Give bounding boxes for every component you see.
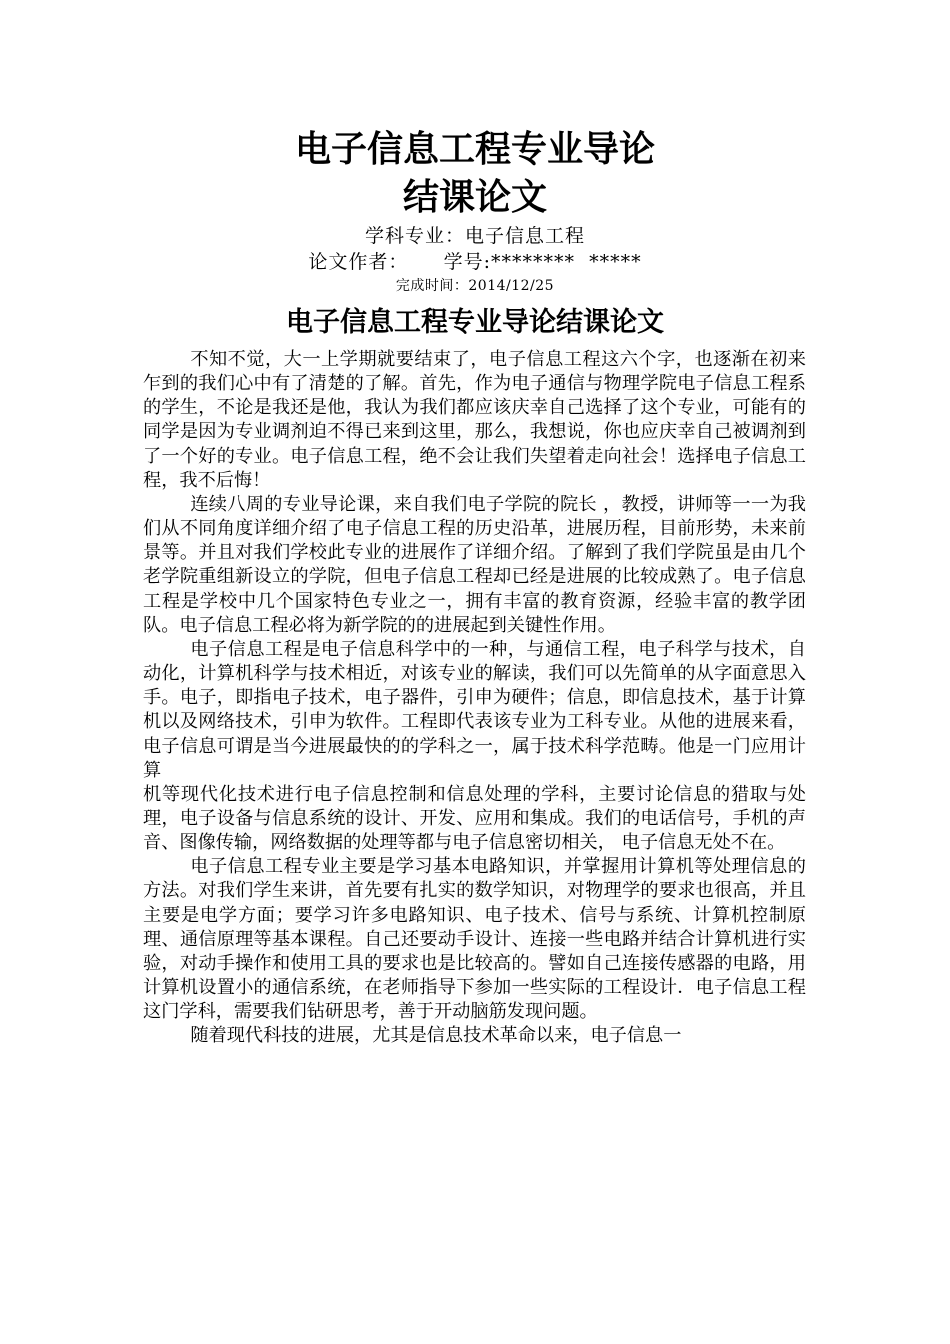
title-line-1: 电子信息工程专业导论	[294, 129, 655, 170]
paragraph: 电子信息工程是电子信息科学中的一种，与通信工程，电子科学与技术，自动化，计算机科学与技术相近，对该专业的解读，我们可以先简单的从字面意思入手。电子，即指电子技术，电子器件，引申为硬件；信息，即信息技术，基于计算机以及网络技术，引申为软件。工程即代表该专业为工科专业。从他的进展来看，电子信息可谓是当今进展最快的的学科之一，属于技术科学范畴。他是一门应用计算	[143, 638, 806, 781]
author-line: 论文作者： 学号:******** *****	[308, 251, 642, 273]
paragraph: 连续八周的专业导论课，来自我们电子学院的院长 ，教授，讲师等一一为我们从不同角度详细介绍了电子信息工程的历史沿革，进展历程，目前形势，未来前景等。并且对我们学校此专业的进展作了详细介绍。了解到了我们学院虽是由几个老学院重组新设立的学院，但电子信息工程却已经是进展的比较成熟了。电子信息工程是学校中几个国家特色专业之一，拥有丰富的教育资源，经验丰富的教学团队。电子信息工程必将为新学院的的进展起到关键性作用。	[143, 493, 806, 636]
discipline-line: 学科专业：电子信息工程	[364, 225, 585, 247]
paragraph: 机等现代化技术进行电子信息控制和信息处理的学科，主要讨论信息的猎取与处理，电子设备与信息系统的设计、开发、应用和集成。我们的电话信号，手机的声音、图像传输，网络数据的处理等都与电子信息密切相关， 电子信息无处不在。	[143, 783, 806, 854]
completion-date: 完成时间：2014/12/25	[395, 278, 555, 294]
title-line-2: 结课论文	[402, 177, 547, 218]
paragraph: 不知不觉，大一上学期就要结束了，电子信息工程这六个字，也逐渐在初来乍到的我们心中有了清楚的了解。首先，作为电子通信与物理学院电子信息工程系的学生，不论是我还是他，我认为我们都应该庆幸自己选择了这个专业，可能有的同学是因为专业调剂迫不得已来到这里，那么，我想说，你也应庆幸自己被调剂到了一个好的专业。电子信息工程，绝不会让我们失望着走向社会！选择电子信息工程，我不后悔！	[143, 349, 806, 491]
paragraph: 电子信息工程专业主要是学习基本电路知识，并掌握用计算机等处理信息的方法。对我们学生来讲，首先要有扎实的数学知识，对物理学的要求也很高，并且主要是电学方面；要学习许多电路知识、电子技术、信号与系统、计算机控制原理、通信原理等基本课程。自己还要动手设计、连接一些电路并结合计算机进行实验，对动手操作和使用工具的要求也是比较高的。譬如自己连接传感器的电路，用计算机设置小的通信系统，在老师指导下参加一些实际的工程设计．电子信息工程这门学科，需要我们钻研思考，善于开动脑筋发现问题。	[143, 856, 806, 1023]
body-text	[143, 348, 806, 1049]
paragraph: 随着现代科技的进展，尤其是信息技术革命以来，电子信息一	[190, 1025, 682, 1047]
paper-subtitle: 电子信息工程专业导论结课论文	[286, 307, 664, 338]
